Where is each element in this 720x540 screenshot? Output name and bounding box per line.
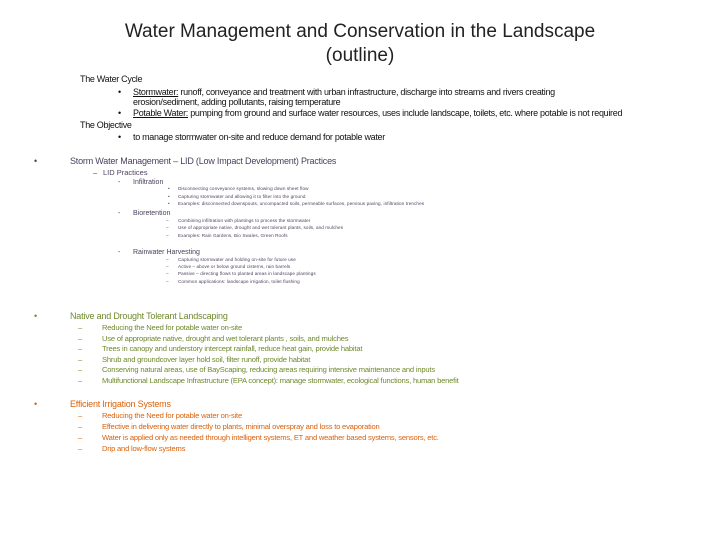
irrigation-heading: Efficient Irrigation Systems — [70, 399, 171, 409]
dash: – — [166, 264, 169, 269]
bullet: • — [168, 186, 170, 191]
water-cycle-heading: The Water Cycle — [80, 74, 143, 84]
irrigation-item: Drip and low-flow systems — [102, 444, 186, 453]
native-item: Reducing the Need for potable water on-site — [102, 323, 242, 332]
dash: – — [78, 444, 83, 453]
dash: – — [78, 333, 83, 343]
bullet: • — [34, 399, 37, 409]
lid-practices-label: LID Practices — [103, 168, 148, 177]
bullet: • — [168, 194, 170, 199]
storm-heading: Storm Water Management – LID (Low Impact Development) Practices — [70, 156, 337, 166]
rainwater-item: Active – above or below ground cisterns, rain barrels — [178, 264, 291, 269]
bullet: • — [118, 108, 121, 118]
native-item: Use of appropriate native, drought and wet tolerant plants , soils, and mulches — [102, 333, 349, 343]
dash: – — [166, 218, 169, 223]
dash: – — [78, 411, 83, 420]
dash: – — [166, 271, 169, 276]
dash: – — [93, 168, 98, 177]
objective-heading: The Objective — [80, 120, 132, 130]
irrigation-item: Water is applied only as needed through intelligent systems, ET and weather based systems, sensors, etc. — [102, 433, 439, 442]
slide-title: Water Management and Conservation in the Landscape — [124, 21, 596, 42]
bioretention-label: Bioretention — [133, 210, 171, 217]
dash: – — [78, 365, 83, 374]
native-heading: Native and Drought Tolerant Landscaping — [70, 311, 228, 321]
potable-label: Potable Water: — [133, 108, 188, 118]
bullet: • — [34, 311, 37, 321]
dash: – — [78, 323, 83, 332]
infiltration-item: Capturing stormwater and allowing it to filter into the ground — [178, 194, 306, 199]
potable-line — [133, 109, 622, 118]
stormwater-line — [133, 88, 555, 97]
dash: - — [118, 249, 121, 256]
native-item: Shrub and groundcover layer hold soil, filter runoff, provide habitat — [102, 354, 311, 364]
native-item: Trees in canopy and understory intercept rainfall, reduce heat gain, provide habitat — [102, 344, 363, 353]
slide-subtitle: (outline) — [325, 45, 395, 66]
dash: – — [78, 354, 83, 364]
rainwater-item: Passive – directing flows to planted areas in landscape plantings — [178, 271, 316, 276]
irrigation-item: Effective in delivering water directly to plants, minimal overspray and loss to evaporation — [102, 422, 380, 431]
rainwater-item: Common applications: landscape irrigation, toilet flushing — [178, 279, 300, 284]
dash: – — [166, 225, 169, 230]
dash: - — [118, 210, 121, 217]
infiltration-label: Infiltration — [133, 179, 164, 186]
bullet: • — [118, 87, 121, 97]
bullet: • — [168, 201, 170, 206]
dash: – — [78, 433, 83, 442]
bullet: • — [34, 156, 37, 166]
bullet: • — [118, 132, 121, 142]
bioretention-item: Use of appropriate native, drought and wet tolerant plants, soils, and mulches — [178, 225, 344, 230]
dash: – — [78, 375, 83, 385]
stormwater-text: runoff, conveyance and treatment with urban infrastructure, discharge into streams and rivers creating — [178, 87, 555, 97]
potable-text: pumping from ground and surface water resources, uses include landscape, toilets, etc. where potable is not required — [188, 108, 623, 118]
infiltration-item: Examples: disconnected downspouts, uncompacted soils, permeable surfaces, pervious paving, infiltration trenches — [178, 201, 425, 206]
dash: - — [118, 179, 121, 186]
bioretention-item: Examples: Rain Gardens, Bio Swales, Green Roofs — [178, 233, 288, 238]
native-item: Multifunctional Landscape Infrastructure (EPA concept): manage stormwater, ecological functions, human benefit — [102, 375, 459, 385]
infiltration-item: Disconnecting conveyance systems, slowing down sheet flow — [178, 186, 309, 191]
irrigation-item: Reducing the Need for potable water on-site — [102, 411, 242, 420]
dash: – — [78, 422, 83, 431]
dash: – — [166, 279, 169, 284]
rainwater-label: Rainwater Harvesting — [133, 249, 200, 256]
bioretention-item: Combining infiltration with plantings to process the stormwater — [178, 218, 311, 223]
dash: – — [166, 257, 169, 262]
stormwater-label: Stormwater: — [133, 87, 179, 97]
dash: – — [78, 344, 83, 353]
rainwater-item: Capturing stormwater and holding on-site for future use — [178, 257, 296, 262]
dash: – — [166, 233, 169, 238]
objective-item: to manage stormwater on-site and reduce demand for potable water — [133, 132, 385, 142]
native-item: Conserving natural areas, use of BayScaping, reducing areas requiring intensive maintenance and inputs — [102, 365, 435, 374]
stormwater-continued: erosion/sediment, adding pollutants, raising temperature — [133, 97, 341, 107]
